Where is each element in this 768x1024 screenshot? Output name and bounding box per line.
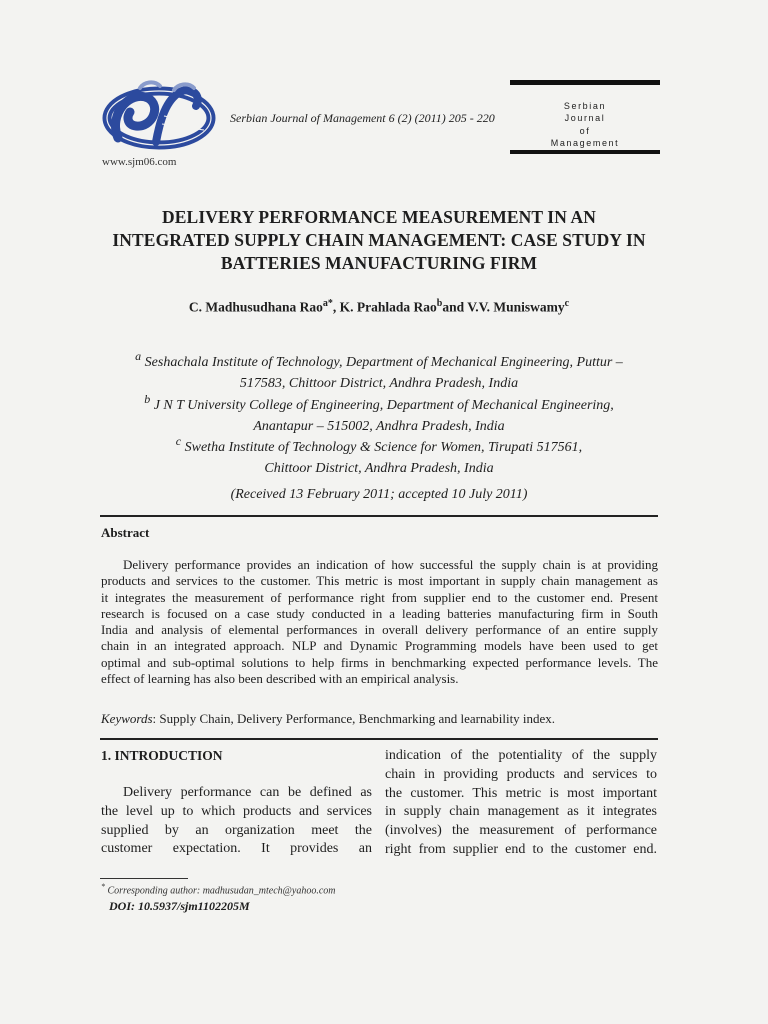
title-line: BATTERIES MANUFACTURING FIRM [220,253,538,273]
affiliation-line [100,389,658,416]
affiliation-line [100,346,658,373]
journal-website[interactable]: www.sjm06.com [102,156,177,168]
body-line: (involves) the measurement of performance [385,823,657,839]
journal-name-line: of [579,125,591,136]
journal-logo-icon [100,80,218,154]
footnote-text[interactable]: Corresponding author: madhusudan_mtech@yahoo.com [107,885,336,897]
keywords-text: : Supply Chain, Delivery Performance, Benchmarking and learnability index. [152,711,556,726]
author-affiliation-mark: c [564,298,570,309]
title-line: INTEGRATED SUPPLY CHAIN MANAGEMENT: CASE STUDY IN [112,230,646,250]
affiliation-a [100,346,658,394]
author-list [100,298,658,316]
author-name: C. Madhusudhana Rao [188,299,323,315]
affiliation-mark: c [175,434,182,448]
doi[interactable]: DOI: 10.5937/sjm1102205M [109,899,250,913]
affiliation-line: Chittoor District, Andhra Pradesh, India [264,461,494,476]
intro-left-column [101,784,372,859]
abstract-line: research is focused on a case study conducted in a leading batteries manufacturing firm in South [101,605,658,621]
author-separator: and [442,299,468,315]
title-line: DELIVERY PERFORMANCE MEASUREMENT IN AN [162,207,596,227]
abstract-line: products and services to the customer. This metric is most important in supply chain management as [101,573,658,589]
abstract-heading: Abstract [101,525,150,540]
intro-right-column [385,747,657,860]
body-line: supplied by an organization meet the [101,822,372,838]
affiliation-text: Swetha Institute of Technology & Science for Women, Tirupati 517561, [184,440,583,455]
paper-title [100,206,658,275]
keywords-label: Keywords [101,711,153,726]
abstract-line: Delivery performance provides an indication of how successful the supply chain is at providing [123,557,658,572]
body-line: customer expectation. It provides an [101,841,372,857]
body-line: the customer. This metric is most important [385,785,657,801]
abstract-line: effect of learning has also been described with an empirical analysis. [101,671,459,687]
author-name: V.V. Muniswamy [467,299,565,315]
author-separator: , [332,299,340,315]
received-dates: (Received 13 February 2011; accepted 10 July 2011) [230,487,528,502]
journal-box-top-rule [510,80,660,85]
journal-name-box [510,80,660,154]
abstract-line: India and analysis of elemental performances in overall delivery performance of an entire supply [101,622,658,638]
affiliation-line: Anantapur – 515002, Andhra Pradesh, India [253,419,505,434]
affiliation-mark: a [135,349,142,363]
journal-name-line: Journal [564,113,606,124]
introduction-divider [100,738,658,740]
abstract-line: chain in an integrated approach. NLP and Dynamic Programming models have been used to get [101,638,658,654]
affiliation-line [100,431,658,458]
affiliation-text: J N T University College of Engineering, Department of Mechanical Engineering, [153,398,614,413]
abstract-line: optimal and sub-optimal solutions to help firms in benchmarking expected performance levels. The [101,654,658,670]
journal-name [510,100,660,149]
affiliation-b [100,389,658,437]
journal-name-line: Management [550,137,620,148]
footnote-rule [100,878,188,879]
affiliation-text: Seshachala Institute of Technology, Department of Mechanical Engineering, Puttur – [144,355,623,370]
journal-box-bottom-rule [510,150,660,154]
author-affiliation-mark: b [436,298,443,309]
abstract-body [101,557,658,687]
journal-name-line: Serbian [563,101,607,111]
abstract-divider [100,515,658,517]
section-heading-introduction: 1. INTRODUCTION [101,748,223,763]
body-line: Delivery performance can be defined as [123,785,372,800]
journal-logo [100,80,218,154]
body-line: indication of the potentiality of the supply [385,748,657,763]
corresponding-author-footnote [101,882,335,896]
journal-citation: Serbian Journal of Management 6 (2) (2011) 205 - 220 [230,111,495,125]
author-affiliation-mark: a* [322,298,333,309]
footnote-mark: * [101,882,105,891]
abstract-line: it integrates the measurement of performance right from supplier end to the customer end. Present [101,589,658,605]
affiliation-c [100,431,658,479]
affiliation-mark: b [144,392,151,406]
body-line: right from supplier end to the customer end. [385,841,657,857]
body-line: chain in providing products and services to [385,766,657,782]
author-name: K. Prahlada Rao [339,299,437,315]
affiliation-line: 517583, Chittoor District, Andhra Pradesh, India [239,376,519,391]
body-line: in supply chain management as it integrates [385,804,657,820]
keywords [101,711,555,727]
body-line: the level up to which products and services [101,803,372,819]
